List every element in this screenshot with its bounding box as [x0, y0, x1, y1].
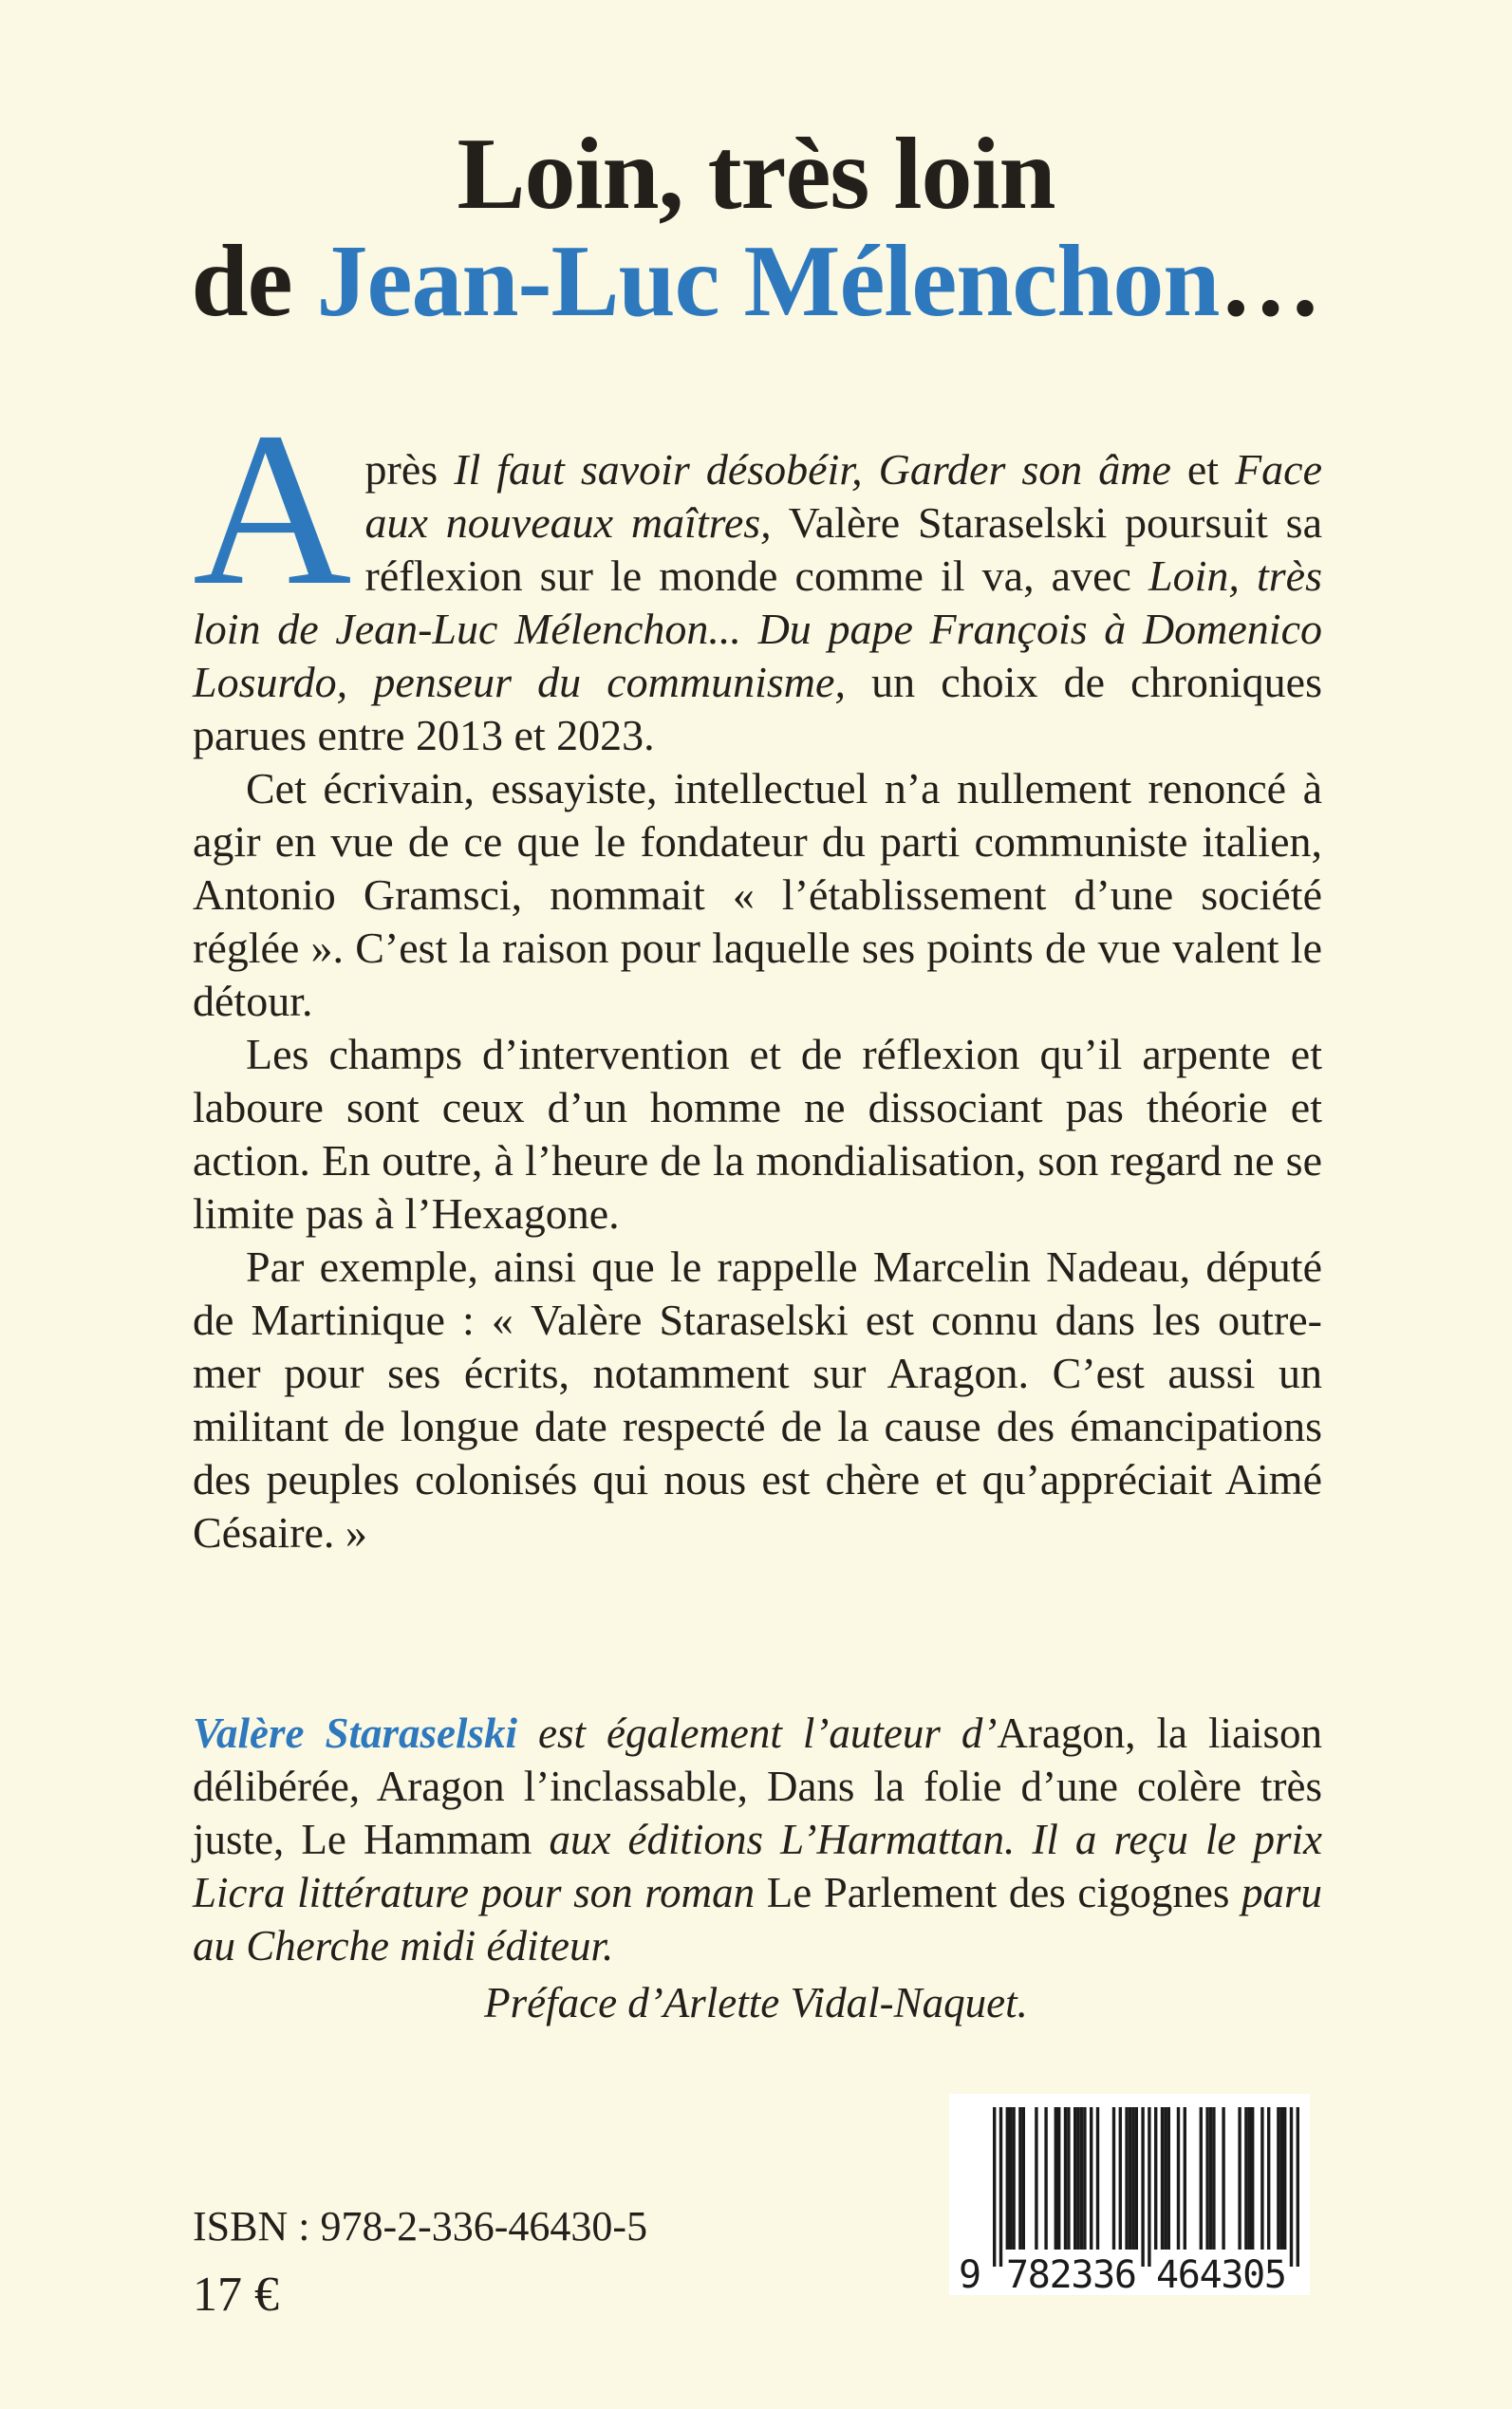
text-segment: aux éditions L’Harmattan. Il a reçu le prix Licra littérature pour son roman [193, 1816, 1322, 1916]
title-de: de [191, 225, 317, 338]
text-segment: un choix de chroniques parues entre 2013 et 2023. [193, 658, 1322, 759]
text-segment: Loin, très loin de Jean-Luc Mélenchon... Du pape François à Domenico Losurdo, penseur du communisme, [193, 551, 1322, 706]
synopsis-paragraph-2: Cet écrivain, essayiste, intellectuel n’a nullement renoncé à agir en vue de ce que le fondateur du parti communiste italien, Antonio Gramsci, nommait « l’établissement d’une société réglée ». C’est la raison pour laquelle ses points de vue valent le détour. [193, 764, 1322, 1025]
text-segment: près [364, 445, 455, 494]
isbn-text: ISBN : 978-2-336-46430-5 [193, 2203, 648, 2250]
barcode-digit-first: 9 [958, 2253, 982, 2295]
synopsis-paragraph-4: Par exemple, ainsi que le rappelle Marcelin Nadeau, député de Martinique : « Valère Staraselski est connu dans les outre-mer pour ses écrits, notamment sur Aragon. C’est aussi un militant de longue date respecté de la cause des émancipations des peuples colonisés qui nous est chère et qu’appréciait Aimé Césaire. » [193, 1242, 1322, 1557]
price-text: 17 € [193, 2268, 279, 2322]
author-bio [193, 1707, 1322, 1972]
synopsis-paragraph-1 [193, 387, 1323, 762]
barcode-panel [949, 2094, 1310, 2295]
barcode-bars [993, 2107, 1299, 2267]
text-segment: paru au Cherche midi éditeur. [193, 1869, 1322, 1970]
synopsis-paragraph-3: Les champs d’intervention et de réflexion qu’il arpente et laboure sont ceux d’un homme ne dissociant pas théorie et action. En outre, à l’heure de la mondialisation, son regard ne se limite pas à l’Hexagone. [193, 1030, 1322, 1238]
title-person-name: Jean-Luc Mélenchon [316, 225, 1220, 338]
text-segment: Valère Staraselski [193, 1709, 518, 1757]
book-title [0, 118, 1512, 338]
text-segment: Le Parlement des cigognes [766, 1869, 1230, 1916]
barcode-digits-right: 464305 [1156, 2253, 1287, 2295]
synopsis-paragraph-1-text [193, 445, 1322, 759]
text-segment: et [1170, 445, 1236, 494]
title-ellipsis: … [1219, 225, 1321, 338]
synopsis [193, 387, 1323, 1559]
preface-note: Préface d’Arlette Vidal-Naquet. [484, 1979, 1028, 2026]
text-segment: Aragon, la liaison délibérée, Aragon l’inclassable, Dans la folie d’une colère très juste, Le Hammam [193, 1709, 1322, 1863]
drop-cap: A [193, 387, 352, 631]
title-line-2 [0, 225, 1512, 338]
barcode-digits-left: 782336 [1006, 2253, 1137, 2295]
title-line-1: Loin, très loin [457, 118, 1055, 231]
text-segment: Il faut savoir désobéir, Garder son âme [454, 445, 1171, 494]
text-segment: Face aux nouveaux maîtres, [364, 445, 1323, 547]
text-segment: est également l’auteur d’ [517, 1709, 998, 1757]
text-segment: Valère Staraselski poursuit sa réflexion sur le monde comme il va, avec [364, 498, 1322, 600]
ean13-barcode [949, 2094, 1310, 2295]
